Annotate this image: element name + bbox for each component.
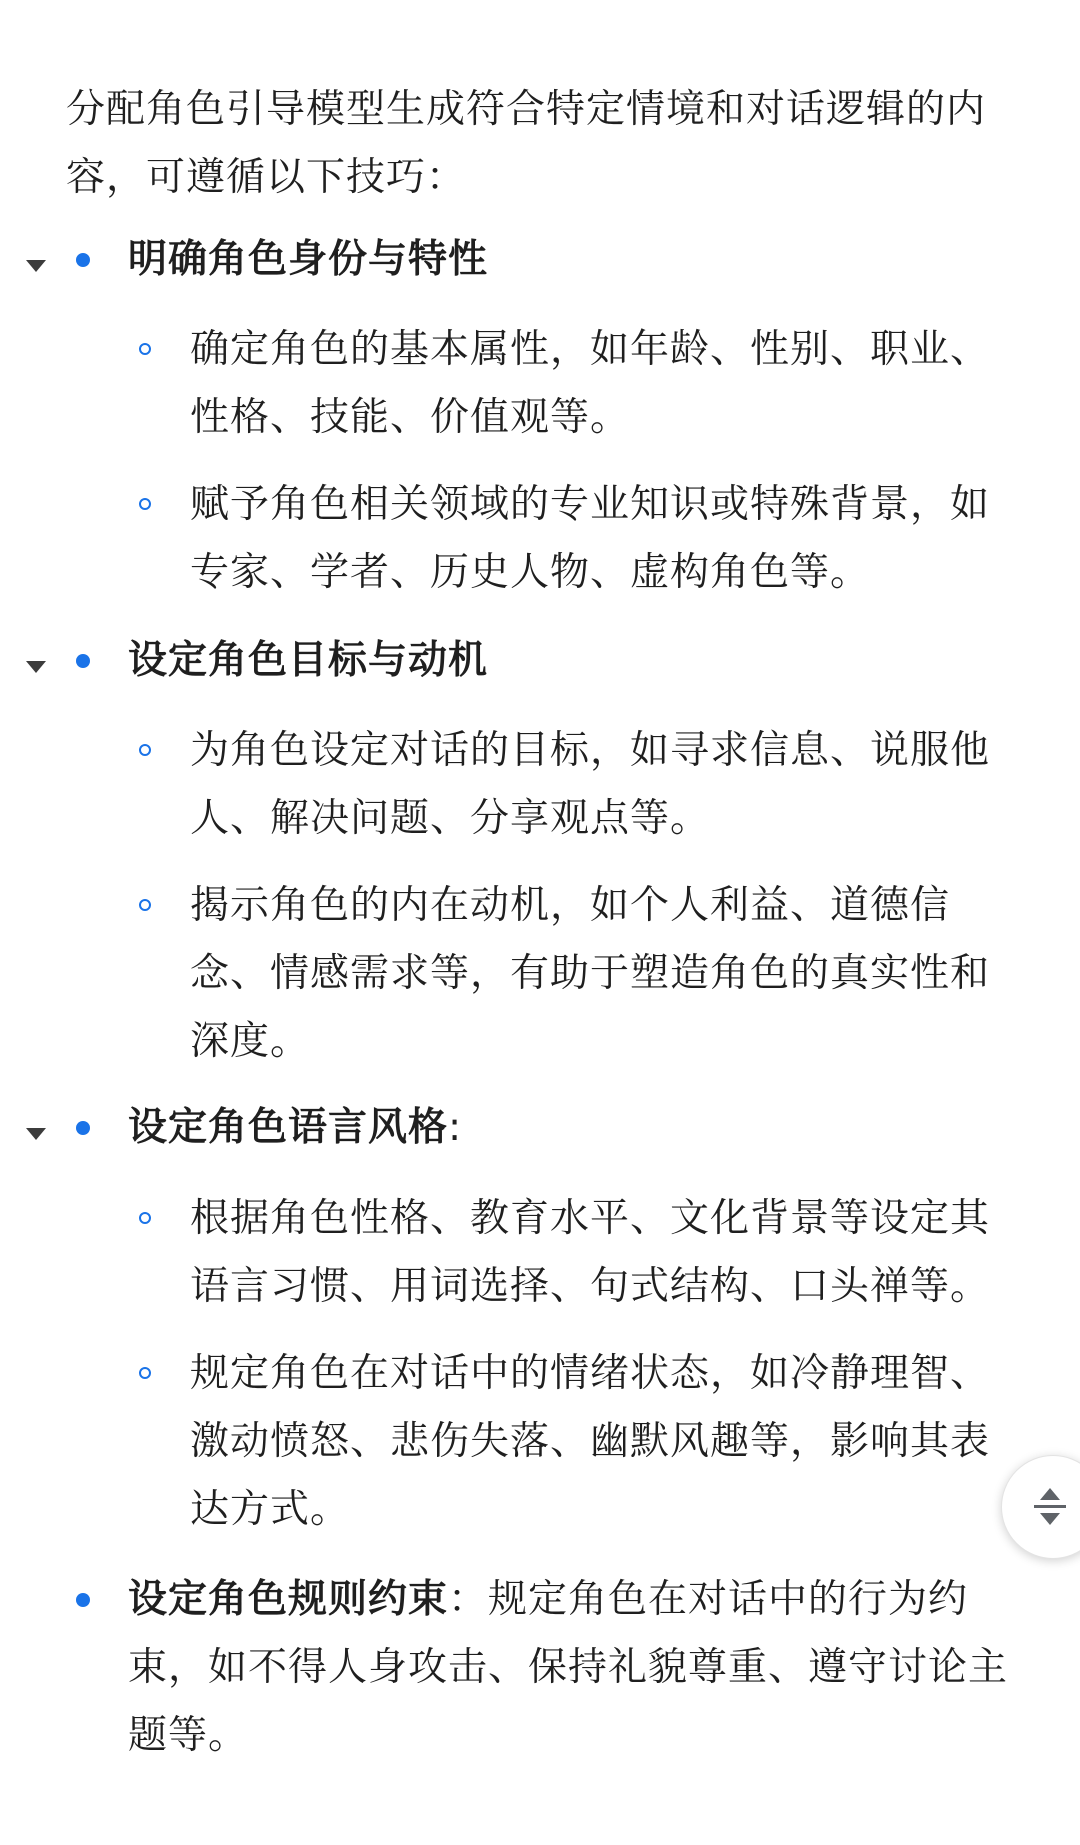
bullet-dot — [76, 253, 90, 267]
list-item-text: 揭示角色的内在动机，如个人利益、道德信念、情感需求等，有助于塑造角色的真实性和深度。 — [190, 883, 991, 1064]
bullet-dot — [76, 654, 90, 668]
section-suffix: : — [448, 1105, 463, 1150]
expand-collapse-icon — [1030, 1486, 1070, 1530]
section-title: 设定角色语言风格 — [128, 1105, 449, 1150]
list-item-text: 根据角色性格、教育水平、文化背景等设定其语言习惯、用词选择、句式结构、口头禅等。 — [190, 1196, 991, 1309]
section-heading — [128, 1094, 1028, 1162]
section-paragraph — [128, 1566, 1008, 1770]
list-item-text: 赋予角色相关领域的专业知识或特殊背景，如专家、学者、历史人物、虚构角色等。 — [190, 482, 991, 595]
list-item-text: 确定角色的基本属性，如年龄、性别、职业、性格、技能、价值观等。 — [190, 327, 991, 440]
caret-down-icon[interactable] — [24, 657, 48, 677]
bullet-ring — [139, 899, 151, 911]
bullet-ring — [139, 498, 151, 510]
section-text: ：规定角色在对话中的行为约束，如不得人身攻击、保持礼貌尊重、遵守讨论主题等。 — [128, 1577, 1009, 1758]
bullet-ring — [139, 1367, 151, 1379]
section-heading — [128, 226, 1028, 294]
list-item-text: 规定角色在对话中的情绪状态，如冷静理智、激动愤怒、悲伤失落、幽默风趣等，影响其表达方式。 — [190, 1351, 991, 1532]
section-title: 设定角色规则约束 — [128, 1577, 449, 1622]
bullet-ring — [139, 744, 151, 756]
bullet-dot — [76, 1121, 90, 1135]
list-item-text: 为角色设定对话的目标，如寻求信息、说服他人、解决问题、分享观点等。 — [190, 728, 991, 841]
bullet-ring — [139, 1212, 151, 1224]
section-title: 设定角色目标与动机 — [128, 638, 489, 683]
section-heading — [128, 627, 1028, 695]
caret-down-icon[interactable] — [24, 256, 48, 276]
intro-paragraph: 分配角色引导模型生成符合特定情境和对话逻辑的内容，可遵循以下技巧： — [66, 87, 987, 200]
bullet-ring — [139, 343, 151, 355]
section-title: 明确角色身份与特性 — [128, 237, 489, 282]
bullet-dot — [76, 1593, 90, 1607]
caret-down-icon[interactable] — [24, 1124, 48, 1144]
